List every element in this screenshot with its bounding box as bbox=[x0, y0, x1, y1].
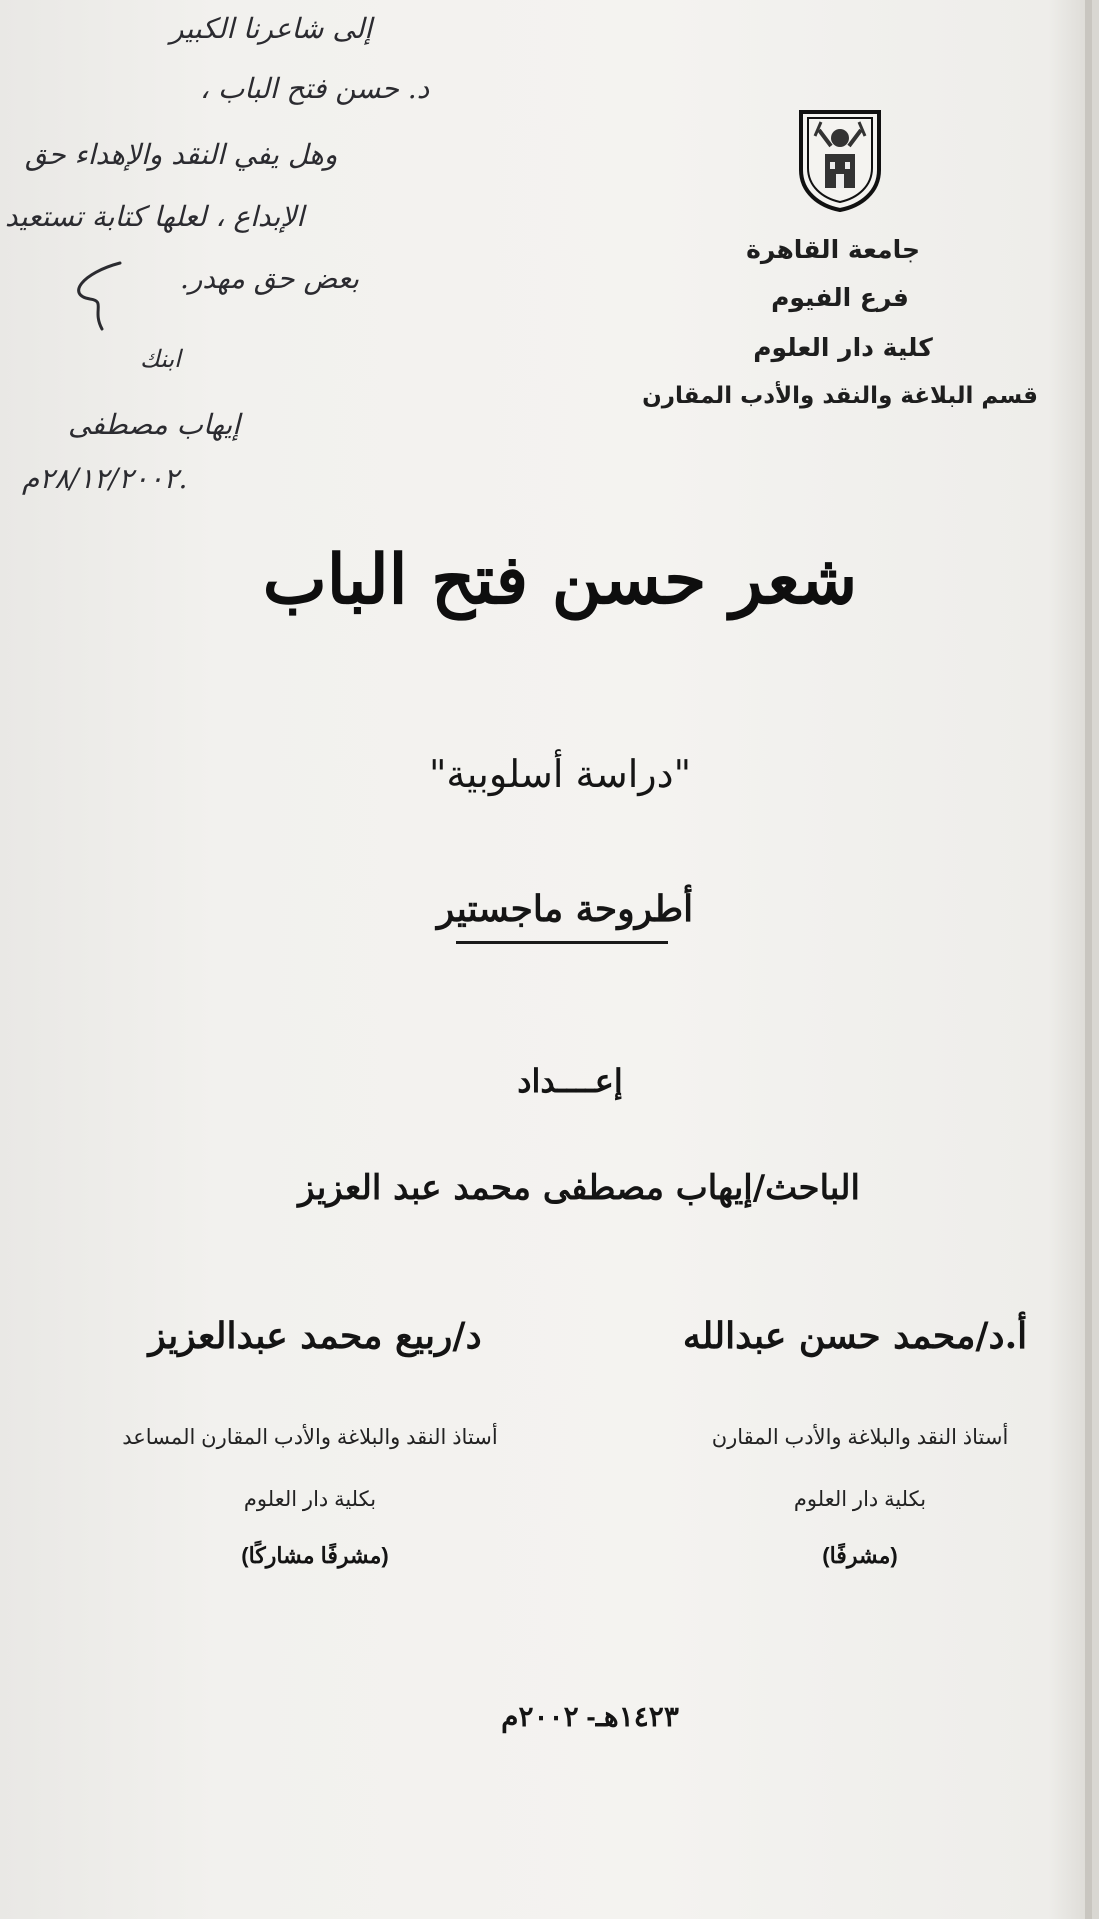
supervisor-1-name: أ.د/محمد حسن عبدالله bbox=[682, 1315, 1028, 1357]
supervisor-2-faculty: بكلية دار العلوم bbox=[243, 1488, 377, 1511]
supervisor-2-name: د/ربيع محمد عبدالعزيز bbox=[148, 1315, 482, 1357]
page-edge bbox=[1085, 0, 1092, 1919]
dedication-line-6: ابنك bbox=[140, 345, 181, 373]
dedication-line-1: إلى شاعرنا الكبير bbox=[170, 12, 373, 45]
supervisor-1-position: أستاذ النقد والبلاغة والأدب المقارن bbox=[711, 1426, 1009, 1449]
supervisor-1-faculty: بكلية دار العلوم bbox=[793, 1488, 927, 1511]
cairo-university-emblem-icon bbox=[795, 108, 885, 213]
branch-name: فرع الفيوم bbox=[771, 283, 909, 312]
dedication-line-5: بعض حق مهدر. bbox=[180, 262, 360, 295]
faculty-name: كلية دار العلوم bbox=[753, 333, 933, 362]
degree-label: أطروحة ماجستير bbox=[436, 888, 694, 930]
dedication-line-4: الإبداع ، لعلها كتابة تستعيد bbox=[5, 200, 305, 233]
thesis-title: شعر حسن فتح الباب bbox=[262, 540, 858, 620]
department-name: قسم البلاغة والنقد والأدب المقارن bbox=[642, 383, 1038, 409]
thesis-subtitle: "دراسة أسلوبية" bbox=[428, 752, 692, 796]
supervisor-2-position: أستاذ النقد والبلاغة والأدب المقارن المساعد bbox=[122, 1426, 498, 1449]
degree-underline bbox=[456, 941, 668, 944]
supervisor-1-role: (مشرفًا) bbox=[822, 1543, 898, 1568]
dedication-line-7: إيهاب مصطفى bbox=[68, 408, 241, 441]
supervisor-2-role: (مشرفًا مشاركًا) bbox=[241, 1543, 389, 1568]
researcher-name: الباحث/إيهاب مصطفى محمد عبد العزيز bbox=[298, 1168, 860, 1208]
signature-icon bbox=[62, 255, 142, 335]
dedication-line-3: وهل يفي النقد والإهداء حق bbox=[25, 138, 338, 171]
prepared-by-label: إعــــداد bbox=[517, 1062, 623, 1100]
dedication-date: ٢٨/١٢/٢٠٠٢م. bbox=[22, 462, 188, 495]
university-name: جامعة القاهرة bbox=[746, 235, 920, 264]
dedication-line-2: د. حسن فتح الباب ، bbox=[200, 72, 430, 105]
thesis-date: ١٤٢٣هـ- ٢٠٠٢م bbox=[501, 1701, 679, 1732]
